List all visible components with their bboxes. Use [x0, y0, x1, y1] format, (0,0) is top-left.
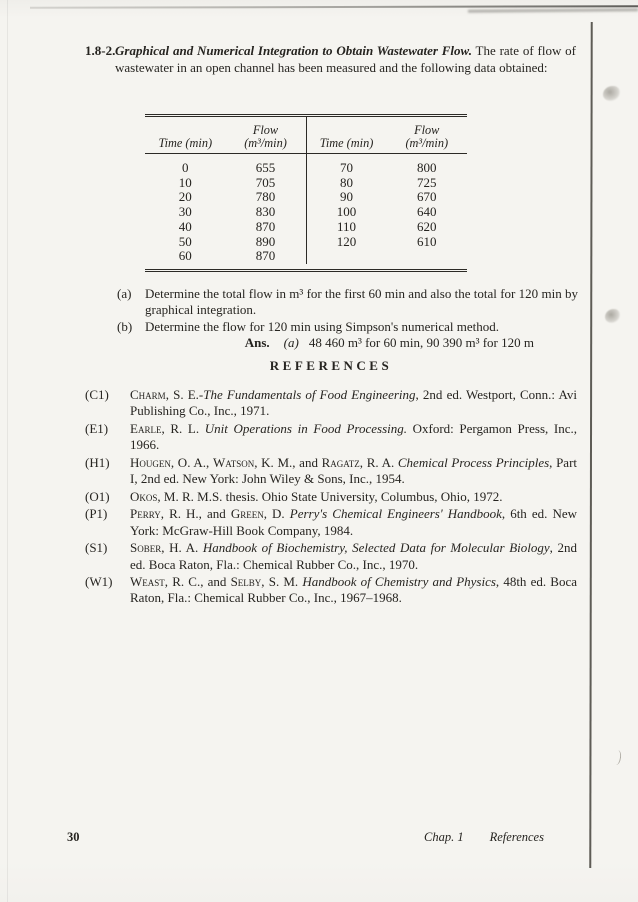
reference-entry: (P1) Perry, R. H., and Green, D. Perry's Chemical Engineers' Handbook, 6th ed. New York: McGraw-Hill Book Company, 1984.	[85, 506, 577, 538]
time-cell: 70	[306, 154, 387, 176]
part-a-text: Determine the total flow in m³ for the first 60 min and also the total for 120 min by graphical integration.	[145, 286, 578, 318]
reference-entry: (C1) Charm, S. E.-The Fundamentals of Food Engineering, 2nd ed. Westport, Conn.: Avi Publishing Co., Inc., 1971.	[85, 387, 578, 419]
flow-cell: 705	[255, 174, 276, 190]
answer-text: 48 460 m³ for 60 min, 90 390 m³ for 120 m	[308, 335, 534, 351]
time-cell	[306, 249, 387, 264]
flow-data-table	[145, 114, 467, 272]
reference-label: (E1)	[85, 420, 109, 436]
table-row	[145, 205, 467, 220]
part-a	[117, 286, 578, 319]
time-cell: 40	[178, 218, 192, 234]
scan-left-edge-line	[7, 0, 8, 902]
reference-label: (W1)	[85, 574, 113, 590]
part-a-label: (a)	[117, 286, 132, 301]
time-cell: 20	[178, 189, 192, 205]
running-head-section: References	[489, 830, 544, 844]
problem-statement	[85, 43, 576, 76]
flow-cell: 830	[255, 204, 276, 220]
reference-label: (H1)	[85, 454, 110, 470]
time-cell: 120	[306, 235, 387, 250]
references-section	[85, 358, 577, 608]
reference-label: (P1)	[85, 506, 108, 522]
flow-cell: 800	[417, 160, 437, 175]
answer-item-label: (a)	[283, 335, 299, 351]
flow-cell: 610	[417, 233, 437, 249]
reference-entry: (O1) Okos, M. R. M.S. thesis. Ohio State University, Columbus, Ohio, 1972.	[85, 488, 503, 504]
time-cell: 90	[306, 190, 387, 205]
reference-label: (C1)	[85, 387, 109, 402]
flow-cell: 640	[417, 204, 437, 220]
page-number: 30	[67, 830, 80, 844]
answer-line	[117, 335, 578, 351]
table-header-row	[145, 117, 467, 154]
flow-cell: 870	[255, 218, 276, 234]
table-row	[145, 154, 467, 176]
table-row	[145, 220, 467, 235]
col-header-flow-left: Flow (m³/min)	[226, 117, 307, 154]
reference-entry: (E1) Earle, R. L. Unit Operations in Food Processing. Oxford: Pergamon Press, Inc., 1966.	[85, 420, 577, 453]
flow-cell: 725	[417, 174, 437, 190]
table-row	[145, 176, 467, 191]
table-row	[145, 190, 467, 205]
flow-cell: 890	[255, 233, 276, 249]
problem-title: Graphical and Numerical Integration to Obtain Wastewater Flow.	[115, 43, 472, 58]
time-cell: 30	[178, 204, 192, 220]
part-b-text: Determine the flow for 120 min using Simpson's numerical method.	[145, 318, 500, 334]
reference-label: (S1)	[85, 540, 108, 556]
time-cell: 0	[182, 160, 189, 175]
time-cell: 60	[178, 248, 192, 264]
flow-cell: 655	[255, 160, 276, 175]
flow-cell: 620	[417, 218, 437, 234]
time-cell: 100	[306, 205, 387, 220]
reference-entry: (W1) Weast, R. C., and Selby, S. M. Handbook of Chemistry and Physics, 48th ed. Boca Raton, Fla.: Chemical Rubber Co., Inc., 1967–1968.	[85, 574, 577, 606]
col-header-time-left: Time (min)	[145, 117, 226, 154]
scan-top-edge-shadow	[468, 8, 638, 12]
scan-right-edge-line	[589, 22, 592, 868]
time-cell: 50	[178, 233, 192, 249]
running-head-chapter: Chap. 1	[424, 830, 464, 844]
flow-cell: 670	[417, 189, 437, 205]
scan-smudge	[603, 86, 620, 101]
part-b-label: (b)	[117, 318, 133, 334]
running-head	[424, 830, 544, 845]
reference-entry: (S1) Sober, H. A. Handbook of Biochemistry, Selected Data for Molecular Biology, 2nd ed. Boca Raton, Fla.: Chemical Rubber Co., Inc., 1970.	[85, 540, 578, 572]
flow-cell: 780	[255, 189, 276, 205]
problem-parts	[117, 286, 578, 352]
table-row	[145, 249, 467, 264]
col-header-time-right: Time (min)	[306, 117, 387, 154]
scan-smudge	[612, 750, 622, 766]
flow-cell: 870	[255, 248, 276, 264]
time-cell: 80	[306, 176, 387, 191]
problem-number: 1.8-2.	[85, 43, 116, 58]
col-header-flow-right: Flow (m³/min)	[387, 117, 468, 154]
table-row	[145, 235, 467, 250]
answer-label: Ans.	[244, 335, 270, 351]
scan-smudge	[605, 309, 620, 323]
time-cell: 10	[178, 174, 192, 190]
reference-entry: (H1) Hougen, O. A., Watson, K. M., and Ragatz, R. A. Chemical Process Principles, Part I, 2nd ed. New York: John Wiley & Sons, Inc., 1954.	[85, 454, 578, 487]
flow-cell	[387, 249, 468, 264]
time-cell: 110	[306, 220, 387, 235]
problem-intro-text: The rate of flow of wastewater in an open channel has been measured and the following data obtained:	[115, 43, 576, 75]
part-b	[117, 319, 578, 335]
reference-label: (O1)	[85, 488, 110, 504]
references-heading: REFERENCES	[269, 358, 393, 373]
